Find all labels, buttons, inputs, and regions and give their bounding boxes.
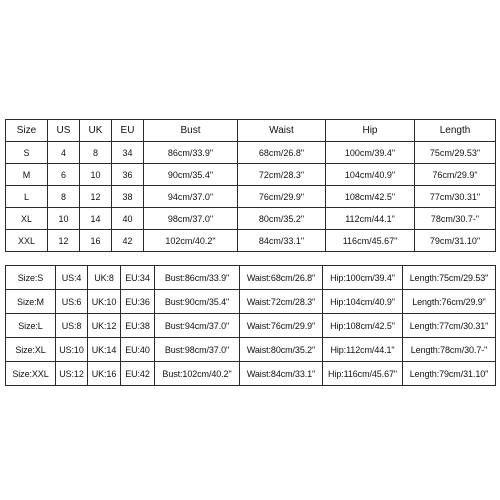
table-row [6,290,496,314]
table-cell: 76cm/29.9" [415,164,496,186]
table-row [6,142,496,164]
table-cell: Length:77cm/30.31" [403,314,496,338]
header-hip: Hip [326,120,415,142]
table-cell: Bust:98cm/37.0" [155,338,240,362]
table-cell: Waist:68cm/26.8" [240,266,323,290]
table-row [6,266,496,290]
table-cell: Hip:116cm/45.67" [323,362,403,386]
table-cell: Length:78cm/30.7-" [403,338,496,362]
table-cell: Hip:108cm/42.5" [323,314,403,338]
size-chart-table-columns [5,119,496,252]
table-cell: 8 [80,142,112,164]
table-cell: Size:XL [6,338,56,362]
table-cell: UK:14 [88,338,121,362]
table-header-row [6,120,496,142]
table-cell: Waist:76cm/29.9" [240,314,323,338]
table-cell: UK:10 [88,290,121,314]
table-cell: Hip:104cm/40.9" [323,290,403,314]
header-size: Size [6,120,48,142]
table-row [6,230,496,252]
table-cell: 72cm/28.3" [238,164,326,186]
table-cell: 98cm/37.0" [144,208,238,230]
table-cell: EU:34 [121,266,155,290]
table-cell: Length:76cm/29.9" [403,290,496,314]
table-cell: US:8 [56,314,88,338]
table-cell: 100cm/39.4" [326,142,415,164]
header-us: US [48,120,80,142]
table-cell: 34 [112,142,144,164]
table-cell: EU:36 [121,290,155,314]
table-row [6,208,496,230]
table-cell: EU:42 [121,362,155,386]
table-cell: 6 [48,164,80,186]
table-cell: XXL [6,230,48,252]
table-cell: 10 [48,208,80,230]
table-row [6,314,496,338]
table-cell: 80cm/35.2" [238,208,326,230]
table-cell: Length:75cm/29.53" [403,266,496,290]
table-cell: S [6,142,48,164]
table-cell: Bust:94cm/37.0" [155,314,240,338]
table-cell: 108cm/42.5" [326,186,415,208]
table-cell: XL [6,208,48,230]
table-cell: 12 [80,186,112,208]
table-cell: Size:XXL [6,362,56,386]
table-row [6,186,496,208]
table-cell: Waist:72cm/28.3" [240,290,323,314]
table-row [6,338,496,362]
table-row [6,362,496,386]
table-cell: 94cm/37.0" [144,186,238,208]
table-cell: Bust:86cm/33.9" [155,266,240,290]
header-uk: UK [80,120,112,142]
table-cell: Bust:102cm/40.2" [155,362,240,386]
table-cell: 102cm/40.2" [144,230,238,252]
table-cell: 68cm/26.8" [238,142,326,164]
table-cell: 42 [112,230,144,252]
table-cell: 12 [48,230,80,252]
table-cell: Bust:90cm/35.4" [155,290,240,314]
table-cell: 10 [80,164,112,186]
table-cell: L [6,186,48,208]
table-cell: UK:8 [88,266,121,290]
table-cell: Size:M [6,290,56,314]
table-cell: 16 [80,230,112,252]
table-cell: 8 [48,186,80,208]
table-cell: US:10 [56,338,88,362]
table-cell: EU:38 [121,314,155,338]
table-cell: 90cm/35.4" [144,164,238,186]
table-cell: 77cm/30.31" [415,186,496,208]
table-cell: 40 [112,208,144,230]
table-cell: Hip:100cm/39.4" [323,266,403,290]
table-cell: UK:16 [88,362,121,386]
table-cell: 79cm/31.10" [415,230,496,252]
header-length: Length [415,120,496,142]
table-cell: UK:12 [88,314,121,338]
table-cell: 112cm/44.1" [326,208,415,230]
size-chart-table-labeled [5,265,496,386]
header-waist: Waist [238,120,326,142]
table-cell: Size:S [6,266,56,290]
table-cell: 84cm/33.1" [238,230,326,252]
table-cell: 38 [112,186,144,208]
table-cell: 4 [48,142,80,164]
table-cell: US:4 [56,266,88,290]
table-cell: Waist:84cm/33.1" [240,362,323,386]
table-cell: Hip:112cm/44.1" [323,338,403,362]
table-cell: M [6,164,48,186]
table-cell: 104cm/40.9" [326,164,415,186]
table-cell: 76cm/29.9" [238,186,326,208]
table-cell: 75cm/29.53" [415,142,496,164]
table-cell: US:6 [56,290,88,314]
table-cell: Size:L [6,314,56,338]
table-cell: Length:79cm/31.10" [403,362,496,386]
header-bust: Bust [144,120,238,142]
table-cell: EU:40 [121,338,155,362]
table-cell: 78cm/30.7-" [415,208,496,230]
table-cell: 116cm/45.67" [326,230,415,252]
header-eu: EU [112,120,144,142]
table-cell: 36 [112,164,144,186]
table-cell: 86cm/33.9" [144,142,238,164]
table-cell: US:12 [56,362,88,386]
table-row [6,164,496,186]
table-cell: Waist:80cm/35.2" [240,338,323,362]
table-cell: 14 [80,208,112,230]
